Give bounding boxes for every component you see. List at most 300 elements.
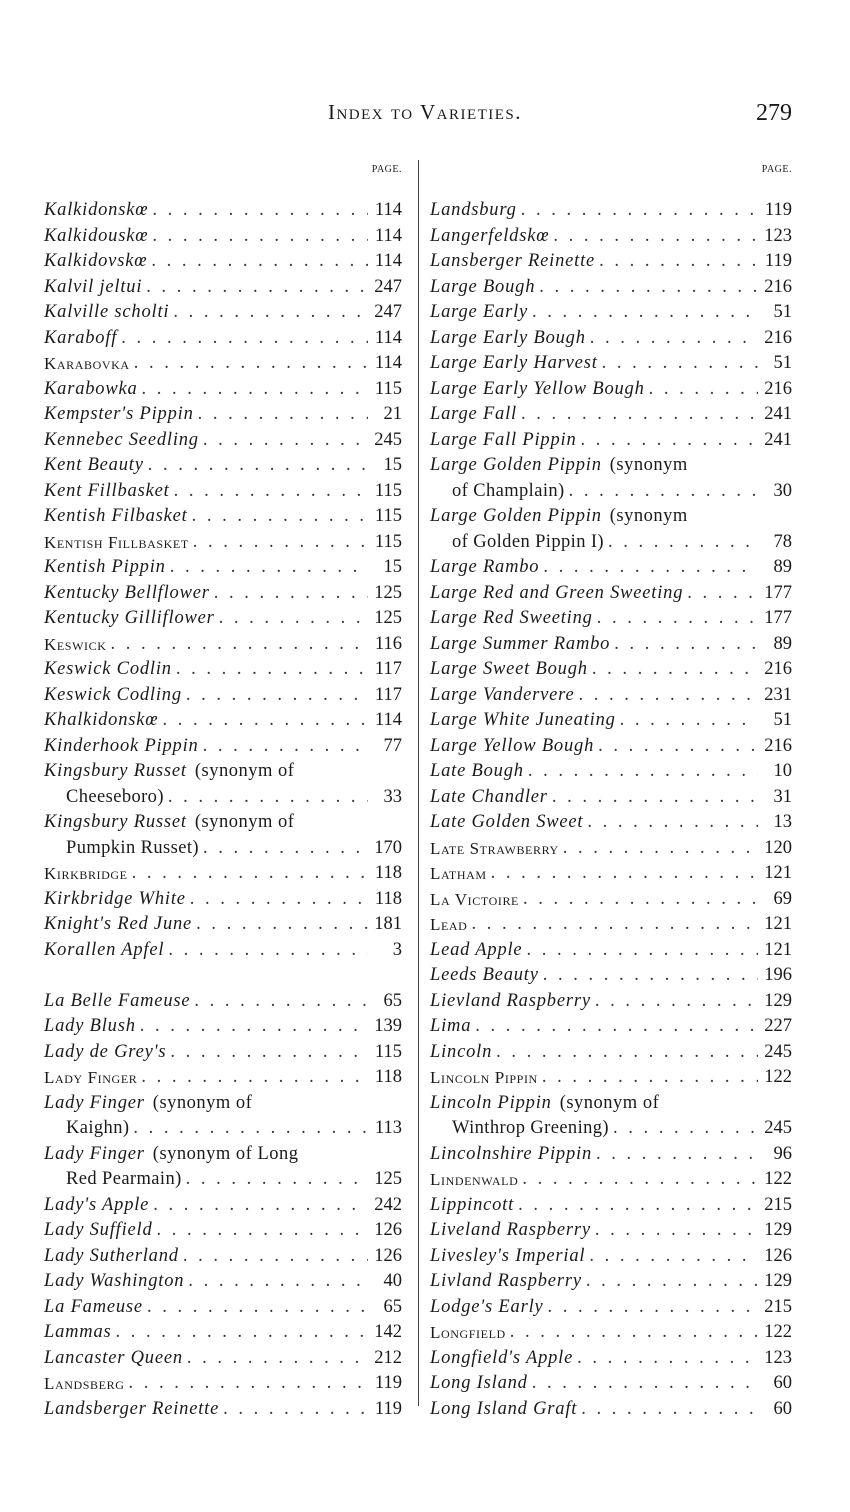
entry-line [430, 1091, 792, 1117]
variety-name: Latham [430, 864, 487, 883]
page-reference: 118 [374, 888, 402, 909]
dot-leader [152, 224, 368, 250]
entry-line [44, 632, 402, 658]
index-entry [430, 657, 792, 683]
page-reference: 177 [764, 608, 792, 628]
entry-line [44, 1014, 402, 1040]
entry-line [430, 963, 792, 989]
index-entry [430, 198, 792, 224]
entry-line [44, 938, 402, 964]
entry-line [430, 377, 792, 403]
entry-line [430, 1065, 792, 1091]
entry-line [44, 530, 402, 556]
variety-name: Late Strawberry [430, 838, 559, 858]
page-reference: 115 [374, 480, 402, 501]
entry-line [44, 479, 402, 505]
index-entry [44, 912, 402, 938]
variety-name: Knight's Red June [44, 914, 193, 934]
variety-name: Karaboff [44, 327, 118, 348]
page-reference: 215 [764, 1296, 792, 1317]
index-entry [44, 1014, 402, 1040]
dot-leader [595, 989, 758, 1015]
index-entry [44, 402, 402, 428]
variety-name: Large Red Sweeting [430, 608, 593, 628]
entry-line [44, 657, 402, 683]
entry-line [430, 1397, 792, 1423]
index-entry [44, 632, 402, 658]
dot-leader [219, 606, 368, 632]
index-entry [44, 581, 402, 607]
page-reference: 60 [773, 1398, 792, 1419]
index-entry [44, 428, 402, 454]
entry-line [44, 785, 402, 811]
entry-line [430, 861, 792, 887]
variety-name: Large Vandervere [430, 684, 575, 705]
page-reference: 125 [374, 582, 402, 603]
index-entry [430, 1218, 792, 1244]
dot-leader [596, 1142, 758, 1168]
variety-name: Kirkbridge [44, 864, 128, 883]
entry-line [430, 759, 792, 785]
index-entry [430, 555, 792, 581]
index-entry [430, 581, 792, 607]
entry-line [44, 1116, 402, 1142]
entry-line [44, 581, 402, 607]
index-entry [430, 1091, 792, 1142]
dot-leader [521, 402, 758, 428]
dot-leader [587, 810, 758, 836]
page-reference: 114 [374, 225, 402, 246]
variety-name: Khalkidonskœ [44, 710, 159, 730]
entry-line [430, 351, 792, 377]
synonym-continuation: Winthrop Greening) [452, 1118, 609, 1138]
dot-leader [223, 1397, 368, 1423]
variety-name: Lead [430, 915, 468, 934]
dot-leader [552, 785, 758, 811]
index-entry [44, 1269, 402, 1295]
dot-leader [121, 326, 368, 352]
index-entry [44, 1218, 402, 1244]
dot-leader [532, 1371, 758, 1397]
variety-name: Kalkidonskœ [44, 200, 149, 220]
page-reference: 129 [764, 1220, 792, 1240]
entry-line [430, 785, 792, 811]
dot-leader [528, 759, 758, 785]
dot-leader [589, 1244, 758, 1270]
dot-leader [116, 1320, 368, 1346]
entry-line [44, 759, 402, 785]
variety-name: Landsburg [430, 200, 517, 220]
page-reference: 118 [374, 863, 402, 883]
page-reference: 15 [383, 455, 402, 475]
page-reference: 69 [773, 888, 792, 909]
page-reference: 122 [764, 1169, 792, 1189]
variety-name: La Fameuse [44, 1296, 143, 1317]
index-entry [430, 606, 792, 632]
page-reference: 216 [764, 378, 792, 399]
dot-leader [577, 1346, 758, 1372]
index-entry [430, 1371, 792, 1397]
index-entry [430, 989, 792, 1015]
index-entry [430, 224, 792, 250]
entry-line [430, 1218, 792, 1244]
variety-name: Large Fall [430, 404, 517, 424]
entry-line [44, 836, 402, 862]
dot-leader [128, 1371, 368, 1397]
dot-leader [608, 530, 758, 556]
dot-leader [687, 581, 758, 607]
variety-name: Kalkidouskœ [44, 225, 149, 246]
page-reference: 242 [374, 1194, 402, 1215]
page-reference: 119 [764, 200, 792, 220]
index-entry [44, 275, 402, 301]
page-reference: 117 [374, 684, 402, 705]
entry-line [430, 683, 792, 709]
dot-leader [620, 708, 758, 734]
page-reference: 122 [764, 1067, 792, 1087]
variety-name: Kempster's Pippin [44, 404, 194, 424]
dot-leader [598, 734, 758, 760]
entry-line [44, 504, 402, 530]
page-reference: 119 [374, 1373, 402, 1393]
entry-line [430, 1269, 792, 1295]
variety-name: Large Bough [430, 276, 536, 297]
entry-line [44, 989, 402, 1015]
page-reference: 115 [374, 1041, 402, 1062]
entry-line [44, 224, 402, 250]
index-entry [44, 479, 402, 505]
variety-name: Longfield's Apple [430, 1347, 574, 1368]
page-reference: 119 [764, 251, 792, 271]
index-entry [430, 1244, 792, 1270]
entry-line [44, 1065, 402, 1091]
variety-name: Kingsbury Russet [44, 812, 187, 832]
synonym-note: (synonym [609, 455, 688, 475]
entry-line [44, 1167, 402, 1193]
index-entry [430, 1346, 792, 1372]
entry-line [430, 1193, 792, 1219]
variety-name: Kentish Fillbasket [44, 532, 189, 552]
variety-name: Lincolnshire Pippin [430, 1143, 592, 1164]
index-entry [44, 1065, 402, 1091]
index-entry [430, 938, 792, 964]
entry-line [44, 1269, 402, 1295]
index-entry [430, 1014, 792, 1040]
dot-leader [198, 402, 368, 428]
variety-name: Late Bough [430, 761, 524, 781]
page-reference: 114 [374, 710, 402, 730]
entry-line [44, 402, 402, 428]
variety-name: Lady Sutherland [44, 1245, 179, 1266]
index-entry [44, 1091, 402, 1142]
index-entry [44, 300, 402, 326]
variety-name: Large Red and Green Sweeting [430, 582, 684, 603]
index-entry [44, 810, 402, 861]
variety-name: Large Fall Pippin [430, 429, 577, 450]
index-entry [430, 428, 792, 454]
entry-line [430, 1040, 792, 1066]
synonym-note: (synonym of [152, 1092, 253, 1113]
page-reference: 196 [764, 965, 792, 985]
entry-line [430, 989, 792, 1015]
variety-name: Kirkbridge White [44, 888, 186, 909]
dot-leader [602, 351, 758, 377]
page-reference: 231 [764, 684, 792, 705]
entry-line [430, 249, 792, 275]
page-reference: 245 [764, 1118, 792, 1138]
entry-line [430, 224, 792, 250]
dot-leader [196, 912, 368, 938]
index-entry [44, 606, 402, 632]
entry-line [44, 1320, 402, 1346]
dot-leader [475, 1014, 758, 1040]
variety-name: Langerfeldskœ [430, 225, 550, 246]
entry-line [430, 555, 792, 581]
page-reference: 247 [374, 302, 402, 322]
page-reference: 114 [374, 251, 402, 271]
variety-name: Lansberger Reinette [430, 251, 596, 271]
dot-leader [542, 1065, 758, 1091]
index-column-left [44, 162, 402, 1422]
dot-leader [176, 657, 368, 683]
variety-name: Korallen Apfel [44, 939, 165, 960]
page-reference: 216 [764, 735, 792, 756]
variety-name: Keswick Codlin [44, 659, 172, 679]
variety-name: Lodge's Early [430, 1296, 544, 1317]
variety-name: Large Early Harvest [430, 353, 598, 373]
dot-leader [523, 887, 758, 913]
variety-name: Kalville scholti [44, 302, 170, 322]
index-entry [430, 326, 792, 352]
entry-line [430, 326, 792, 352]
index-entry [430, 785, 792, 811]
index-entry [44, 1193, 402, 1219]
page-reference: 121 [764, 939, 792, 960]
variety-name: La Belle Fameuse [44, 990, 191, 1011]
entry-line [430, 198, 792, 224]
index-entry [430, 1040, 792, 1066]
page-reference: 115 [374, 378, 402, 399]
variety-name: Lievland Raspberry [430, 990, 591, 1011]
page-reference: 142 [374, 1322, 402, 1342]
dot-leader [579, 683, 759, 709]
index-entry [44, 1320, 402, 1346]
page-reference: 121 [764, 914, 792, 934]
index-entry [430, 453, 792, 504]
page-reference: 3 [392, 939, 402, 960]
entry-line [430, 657, 792, 683]
dot-leader [147, 1295, 368, 1321]
dot-leader [553, 224, 758, 250]
index-entry [430, 351, 792, 377]
page-reference: 114 [374, 353, 402, 373]
index-entry [44, 683, 402, 709]
variety-name: Large Rambo [430, 557, 540, 577]
variety-name: Large Yellow Bough [430, 735, 595, 756]
entry-line [44, 734, 402, 760]
entry-line [44, 1346, 402, 1372]
entry-line [44, 1244, 402, 1270]
index-entry [44, 555, 402, 581]
index-entry [44, 887, 402, 913]
dot-leader [543, 963, 758, 989]
dot-leader [563, 836, 758, 862]
variety-name: Kent Beauty [44, 455, 144, 475]
entry-line [44, 606, 402, 632]
entry-line [430, 1142, 792, 1168]
index-entry [430, 1065, 792, 1091]
page-reference: 216 [764, 276, 792, 297]
page-reference: 115 [374, 506, 402, 526]
synonym-continuation: of Golden Pippin I) [452, 531, 604, 552]
dot-leader [148, 453, 368, 479]
dot-leader [526, 938, 758, 964]
page-reference: 118 [374, 1067, 402, 1087]
dot-leader [146, 275, 368, 301]
index-entry [44, 326, 402, 352]
variety-name: Late Chandler [430, 786, 548, 807]
index-entry [44, 1244, 402, 1270]
synonym-continuation: of Champlain) [452, 480, 565, 501]
index-entry [44, 1397, 402, 1423]
dot-leader [157, 1218, 368, 1244]
page-reference: 120 [764, 837, 792, 858]
synonym-note: (synonym of [559, 1092, 660, 1113]
index-entry [44, 989, 402, 1015]
page-reference: 77 [383, 735, 402, 756]
page-reference: 33 [383, 786, 402, 807]
dot-leader [471, 912, 758, 938]
entry-line [430, 836, 792, 862]
dot-leader [539, 275, 758, 301]
page-reference: 117 [374, 659, 402, 679]
dot-leader [203, 836, 368, 862]
page-reference: 96 [773, 1143, 792, 1164]
entry-line [44, 453, 402, 479]
variety-name: Large White Juneating [430, 710, 616, 730]
page-reference: 241 [764, 404, 792, 424]
index-entry [44, 1142, 402, 1193]
page-reference: 125 [374, 1169, 402, 1189]
entry-line [430, 1116, 792, 1142]
index-entry [44, 1295, 402, 1321]
page-reference: 241 [764, 429, 792, 450]
index-entry [44, 224, 402, 250]
variety-name: Lady Blush [44, 1016, 136, 1036]
page-reference: 126 [374, 1220, 402, 1240]
variety-name: Lady Finger [44, 1092, 145, 1113]
dot-leader [613, 1116, 758, 1142]
index-entry [44, 1346, 402, 1372]
entry-line [44, 249, 402, 275]
dot-leader [586, 1269, 758, 1295]
variety-name: Lippincott [430, 1194, 515, 1215]
entry-line [430, 1014, 792, 1040]
page-reference: 247 [374, 276, 402, 297]
variety-name: Kalkidovskœ [44, 251, 148, 271]
entry-line [44, 861, 402, 887]
index-entry [44, 734, 402, 760]
variety-name: Leeds Beauty [430, 965, 539, 985]
variety-name: Large Early Yellow Bough [430, 378, 645, 399]
entry-line [44, 555, 402, 581]
synonym-continuation: Red Pearmain) [66, 1169, 182, 1189]
page-reference: 40 [383, 1271, 402, 1291]
variety-name: Lincoln Pippin [430, 1068, 538, 1087]
entry-line [430, 734, 792, 760]
page-number: 279 [756, 100, 792, 126]
entry-line [44, 351, 402, 377]
index-entry [44, 861, 402, 887]
page-reference: 126 [764, 1245, 792, 1266]
dot-leader [186, 683, 368, 709]
entry-line [44, 428, 402, 454]
index-entry [430, 810, 792, 836]
dot-leader [595, 1218, 758, 1244]
variety-name: Late Golden Sweet [430, 812, 584, 832]
variety-name: Liveland Raspberry [430, 1220, 591, 1240]
dot-leader [521, 198, 758, 224]
entry-line [44, 326, 402, 352]
page-reference: 30 [773, 480, 792, 501]
page-reference: 123 [764, 1347, 792, 1368]
page-reference: 65 [383, 990, 402, 1011]
index-entry [430, 1397, 792, 1423]
variety-name: Lima [430, 1016, 472, 1036]
page-reference: 51 [773, 353, 792, 373]
page-reference: 227 [764, 1016, 792, 1036]
variety-name: Kentish Pippin [44, 557, 166, 577]
index-entry [430, 632, 792, 658]
dot-leader [518, 1193, 758, 1219]
entry-line [44, 1091, 402, 1117]
index-entry [430, 249, 792, 275]
entry-line [430, 606, 792, 632]
dot-leader [214, 581, 368, 607]
dot-leader [152, 198, 368, 224]
synonym-continuation: Kaighn) [66, 1118, 130, 1138]
entry-line [44, 300, 402, 326]
entry-line [44, 198, 402, 224]
variety-name: Long Island Graft [430, 1398, 578, 1419]
index-entry [430, 1167, 792, 1193]
dot-leader [532, 300, 758, 326]
entry-line [44, 912, 402, 938]
dot-leader [187, 1346, 368, 1372]
variety-name: Kalvil jeltui [44, 276, 143, 297]
entry-line [430, 581, 792, 607]
page-reference: 13 [773, 812, 792, 832]
index-entry [44, 759, 402, 810]
entry-line [430, 887, 792, 913]
dot-leader [142, 377, 368, 403]
page-reference: 215 [764, 1194, 792, 1215]
synonym-note: (synonym of [194, 761, 295, 781]
dot-leader [597, 606, 758, 632]
page-reference: 170 [374, 837, 402, 858]
page-reference: 51 [773, 710, 792, 730]
page-reference: 116 [374, 633, 402, 654]
dot-leader [194, 989, 368, 1015]
page-reference: 122 [764, 1322, 792, 1342]
dot-leader [192, 504, 368, 530]
variety-name: Large Summer Rambo [430, 633, 611, 654]
variety-name: Large Golden Pippin [430, 455, 602, 475]
dot-leader [193, 530, 368, 556]
page-reference: 10 [773, 761, 792, 781]
entry-line [430, 504, 792, 530]
dot-leader [151, 249, 368, 275]
